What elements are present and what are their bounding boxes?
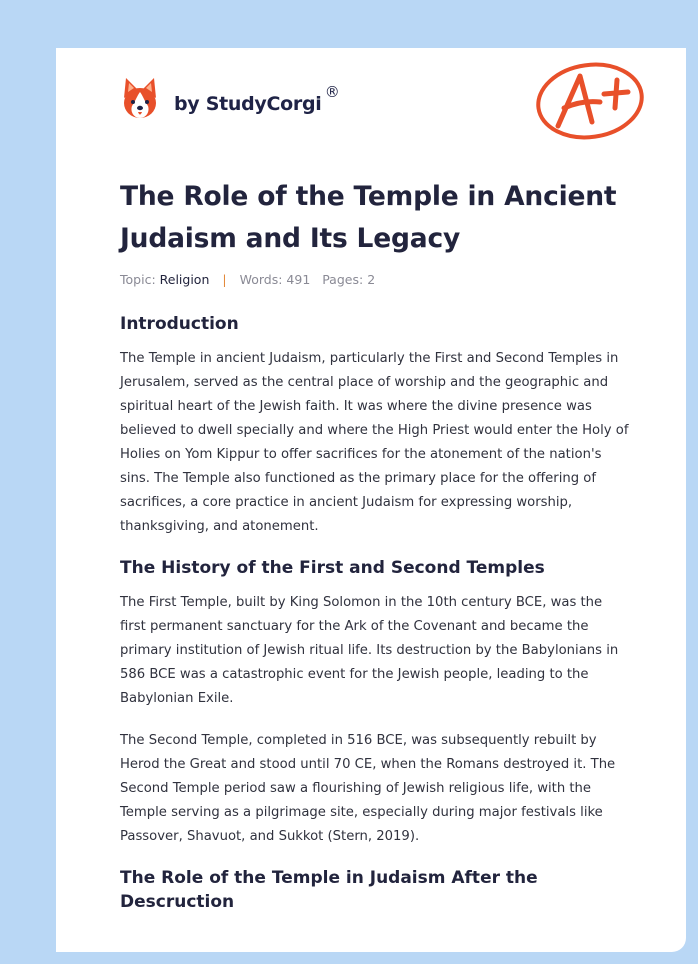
section-heading-introduction: Introduction	[120, 314, 239, 334]
registered-mark: ®	[324, 83, 340, 101]
brand-name	[174, 83, 340, 115]
pages-label: Pages:	[322, 272, 364, 287]
document-page	[56, 48, 686, 952]
words-label: Words:	[239, 272, 283, 287]
page-title: The Role of the Temple in Ancient Judaism and Its Legacy	[120, 181, 617, 254]
paragraph: The Second Temple, completed in 516 BCE, was subsequently rebuilt by Herod the Great and stood until 70 CE, when the Romans destroyed it. The Second Temple period saw a flourishing of Jewish religious life, with the Temple serving as a pilgrimage site, especially during major festivals like Passover, Shavuot, and Sukkot (Stern, 2019).	[120, 733, 616, 844]
topic-value[interactable]: Religion	[159, 272, 210, 287]
article	[120, 176, 630, 914]
brand-name-text: by StudyCorgi	[174, 93, 322, 115]
topic-label: Topic:	[120, 272, 156, 287]
article-meta	[120, 272, 630, 287]
paragraph: The First Temple, built by King Solomon in the 10th century BCE, was the first permanent sanctuary for the Ark of the Covenant and became the primary institution of Jewish ritual life. Its destruction by the Babylonians in 586 BCE was a catastrophic event for the Jewish people, leading to the Babylonian Exile.	[120, 595, 619, 706]
section-heading-history: The History of the First and Second Temples	[120, 558, 545, 578]
a-plus-badge-icon	[534, 60, 646, 146]
meta-separator: |	[222, 272, 227, 287]
section-heading-role-after-destruction: The Role of the Temple in Judaism After the Descruction	[120, 868, 538, 912]
paragraph: The Temple in ancient Judaism, particularly the First and Second Temples in Jerusalem, served as the central place of worship and the geographic and spiritual heart of the Jewish faith. It was where the divine presence was believed to dwell specially and where the High Priest would enter the Holy of Holies on Yom Kippur to offer sacrifices for the atonement of the nation's sins. The Temple also functioned as the primary place for the offering of sacrifices, a core practice in ancient Judaism for expressing worship, thanksgiving, and atonement.	[120, 351, 629, 534]
corgi-logo-icon	[120, 76, 160, 122]
header	[120, 74, 646, 144]
words-value: 491	[286, 272, 311, 287]
brand[interactable]	[120, 74, 340, 124]
pages-value: 2	[367, 272, 376, 287]
